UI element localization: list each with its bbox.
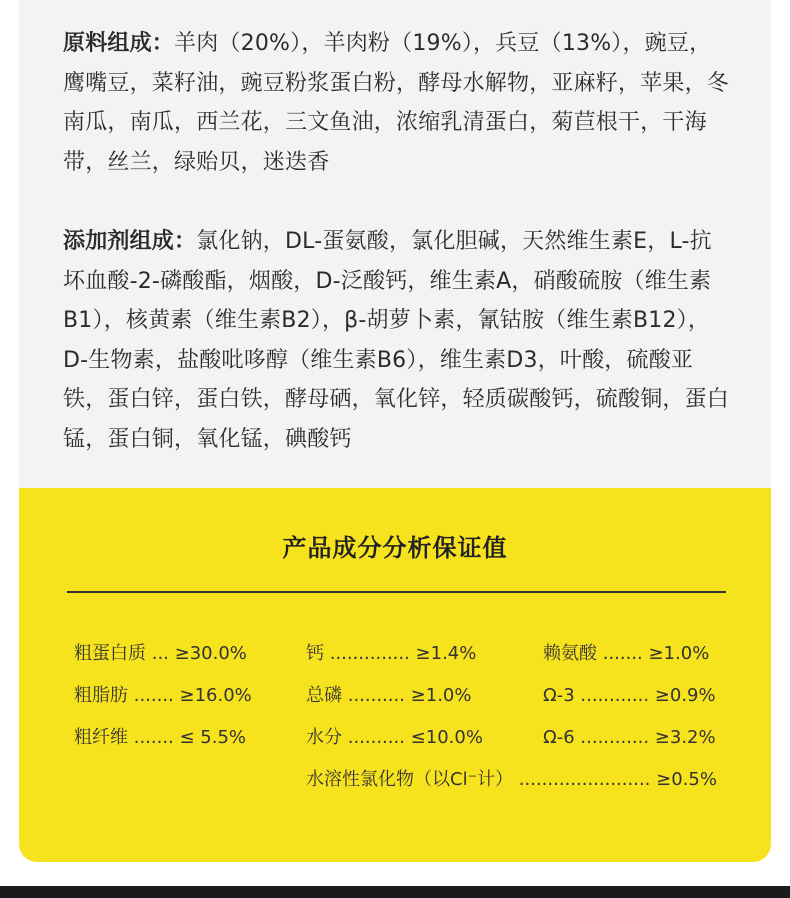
analysis-column-3 — [543, 640, 716, 766]
analysis-row: 赖氨酸 ....... ≥1.0% — [543, 643, 710, 664]
product-info-card — [19, 0, 771, 862]
bottom-bar — [0, 886, 790, 898]
additives-label: 添加剂组成： — [63, 229, 197, 254]
analysis-column-2 — [306, 640, 483, 766]
raw-materials-paragraph — [63, 24, 729, 182]
guaranteed-analysis-title: 产品成分分析保证值 — [282, 534, 508, 562]
title-divider — [67, 591, 726, 593]
additives-paragraph — [63, 222, 729, 459]
analysis-row: Ω-6 ............ ≥3.2% — [543, 727, 716, 748]
analysis-row: 总磷 .......... ≥1.0% — [306, 685, 472, 706]
analysis-column-1 — [74, 640, 252, 766]
additives-text: 氯化钠，DL-蛋氨酸，氯化胆碱，天然维生素E，L-抗坏血酸-2-磷酸酯，烟酸，D-泛酸钙，维生素A，硝酸硫胺（维生素B1），核黄素（维生素B2），β-胡萝卜素，氰钴胺（维生素B12），D-生物素，盐酸吡哆醇（维生素B6），维生素D3，叶酸，硫酸亚铁，蛋白锌，蛋白铁，酵母硒，氧化锌，轻质碳酸钙，硫酸铜，蛋白锰，蛋白铜，氧化锰，碘酸钙 — [63, 229, 730, 452]
analysis-row: 粗脂肪 ....... ≥16.0% — [74, 685, 252, 706]
analysis-row: 粗纤维 ....... ≤ 5.5% — [74, 727, 247, 748]
analysis-row: 粗蛋白质 ... ≥30.0% — [74, 643, 247, 664]
ingredients-section — [63, 24, 729, 459]
raw-materials-text: 羊肉（20%），羊肉粉（19%），兵豆（13%），豌豆，鹰嘴豆，菜籽油，豌豆粉浆蛋白粉，酵母水解物，亚麻籽，苹果，冬南瓜，南瓜，西兰花，三文鱼油，浓缩乳清蛋白，菊苣根干，干海带，丝兰，绿贻贝，迷迭香 — [63, 31, 730, 175]
analysis-row: Ω-3 ............ ≥0.9% — [543, 685, 716, 706]
analysis-row: 水分 .......... ≤10.0% — [306, 727, 483, 748]
raw-materials-label: 原料组成： — [63, 31, 175, 56]
analysis-row: 钙 .............. ≥1.4% — [306, 643, 477, 664]
analysis-row-chloride: 水溶性氯化物（以Cl⁻计） ....................... ≥0.5% — [306, 769, 717, 790]
guaranteed-analysis-panel — [19, 488, 771, 862]
